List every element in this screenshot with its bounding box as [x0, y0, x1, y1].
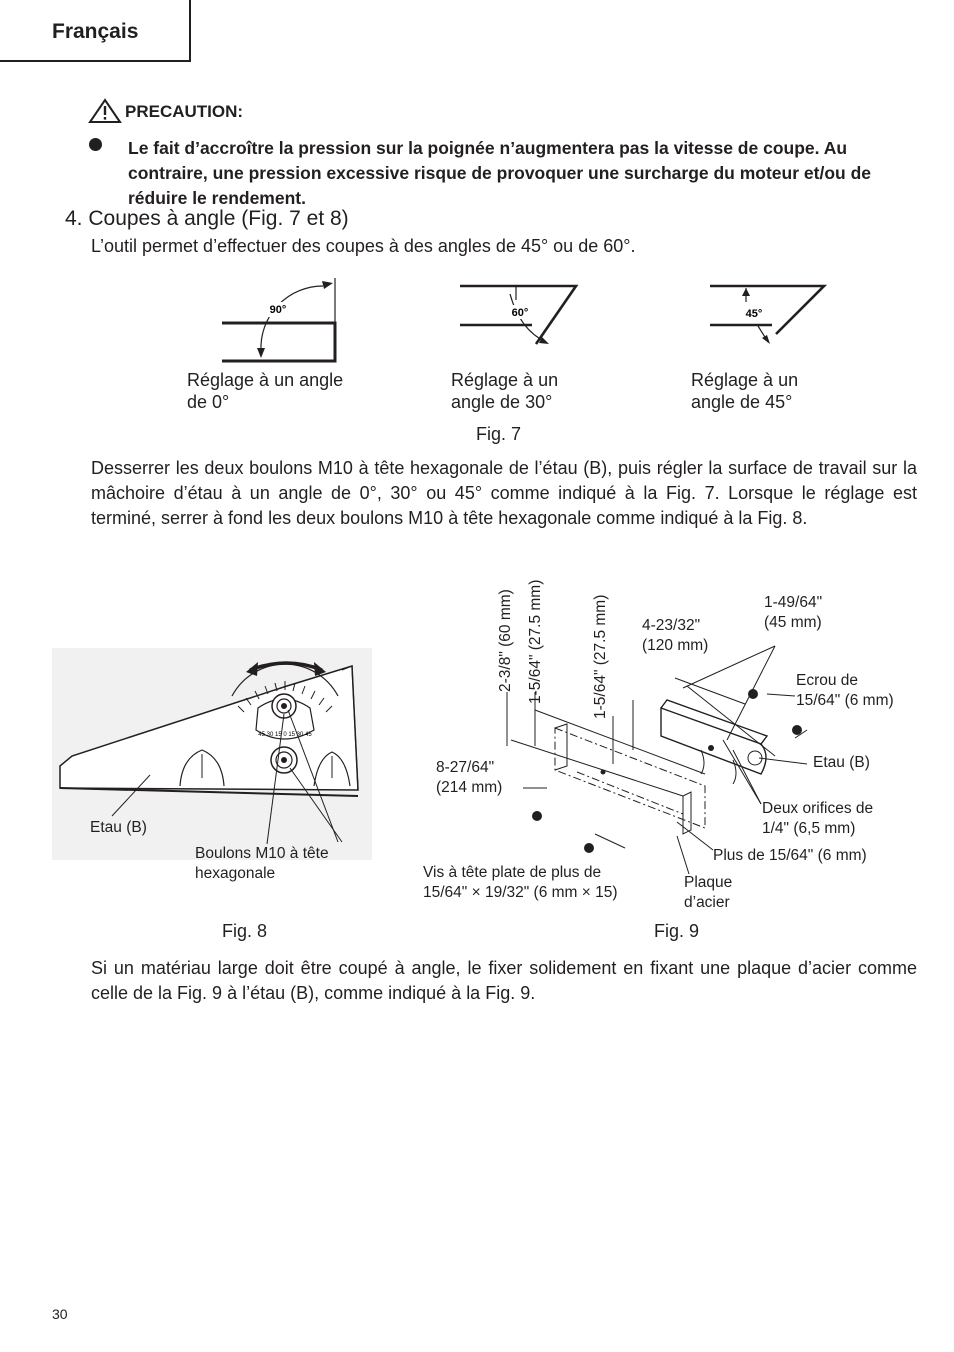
warning-triangle-icon — [88, 98, 122, 124]
fig8-bolts-label: Boulons M10 à tête hexagonale — [195, 845, 329, 882]
fig7-angle-45-label: 45° — [745, 308, 763, 320]
fig9-screw-label: Vis à tête plate de plus de 15/64" × 19/32" (6 mm × 15) — [423, 864, 618, 901]
fig8-vise-label: Etau (B) — [90, 819, 147, 836]
fig8-label: Fig. 8 — [222, 921, 268, 941]
language-label: Français — [52, 20, 139, 43]
paragraph-1: Desserrer les deux boulons M10 à tête hexagonale de l’étau (B), puis régler la surface de travail sur la mâchoire d’étau à un angle de 0°, 30° ou 45° comme indiqué à la Fig. 7. Lorsque le réglage est terminé, serrer à fond les deux boulons M10 à tête hexagonale comme indiqué à la Fig. 8. — [91, 458, 917, 528]
caution-title: PRECAUTION: — [125, 102, 244, 121]
section-intro: L’outil permet d’effectuer des coupes à des angles de 45° ou de 60°. — [91, 236, 636, 256]
fig7-caption-30: Réglage à un angle de 30° — [451, 370, 559, 412]
fig9-dim-120: 4-23/32" (120 mm) — [642, 617, 709, 654]
fig9-plate-label: Plaque d’acier — [684, 874, 733, 911]
fig9-nut-label: Ecrou de 15/64" (6 mm) — [796, 672, 894, 709]
section-title: 4. Coupes à angle (Fig. 7 et 8) — [65, 207, 349, 230]
fig7-angle-30-diagram — [454, 280, 584, 352]
fig7-angle-45-diagram — [704, 280, 830, 352]
fig7-angle-90-label: 90° — [269, 304, 287, 316]
fig7-label: Fig. 7 — [476, 424, 522, 444]
fig9-holes-label: Deux orifices de 1/4" (6,5 mm) — [762, 800, 874, 837]
fig9-label: Fig. 9 — [654, 921, 700, 941]
fig7-caption-45: Réglage à un angle de 45° — [691, 370, 799, 412]
fig9-dim-60: 2-3/8" (60 mm) — [497, 589, 514, 692]
fig9-dim-214: 8-27/64" (214 mm) — [436, 759, 503, 796]
page-number: 30 — [52, 1306, 68, 1322]
fig9-dim-27-5-b: 1-5/64" (27.5 mm) — [592, 594, 609, 719]
fig9-dim-45: 1-49/64" (45 mm) — [764, 594, 823, 631]
fig9-thickness-label: Plus de 15/64" (6 mm) — [713, 847, 867, 864]
fig7-angle-60-label: 60° — [511, 307, 529, 319]
fig7-caption-0: Réglage à un angle de 0° — [187, 370, 344, 412]
bullet-icon — [89, 138, 102, 151]
fig9-vise-label: Etau (B) — [813, 754, 870, 771]
fig9-dim-27-5-a: 1-5/64" (27.5 mm) — [527, 579, 544, 704]
caution-heading — [88, 98, 244, 124]
fig8-scale-numbers: 45 30 15 0 15 30 45 — [258, 732, 312, 738]
fig7-angle-0-diagram — [215, 276, 345, 368]
caution-text: Le fait d’accroître la pression sur la poignée n’augmentera pas la vitesse de coupe. Au contraire, une pression excessive risque de provoquer une surcharge du moteur et/ou de réduire le rendement. — [128, 138, 871, 208]
paragraph-2: Si un matériau large doit être coupé à angle, le fixer solidement en fixant une plaque d’acier comme celle de la Fig. 9 à l’étau (B), comme indiqué à la Fig. 9. — [91, 958, 917, 1003]
